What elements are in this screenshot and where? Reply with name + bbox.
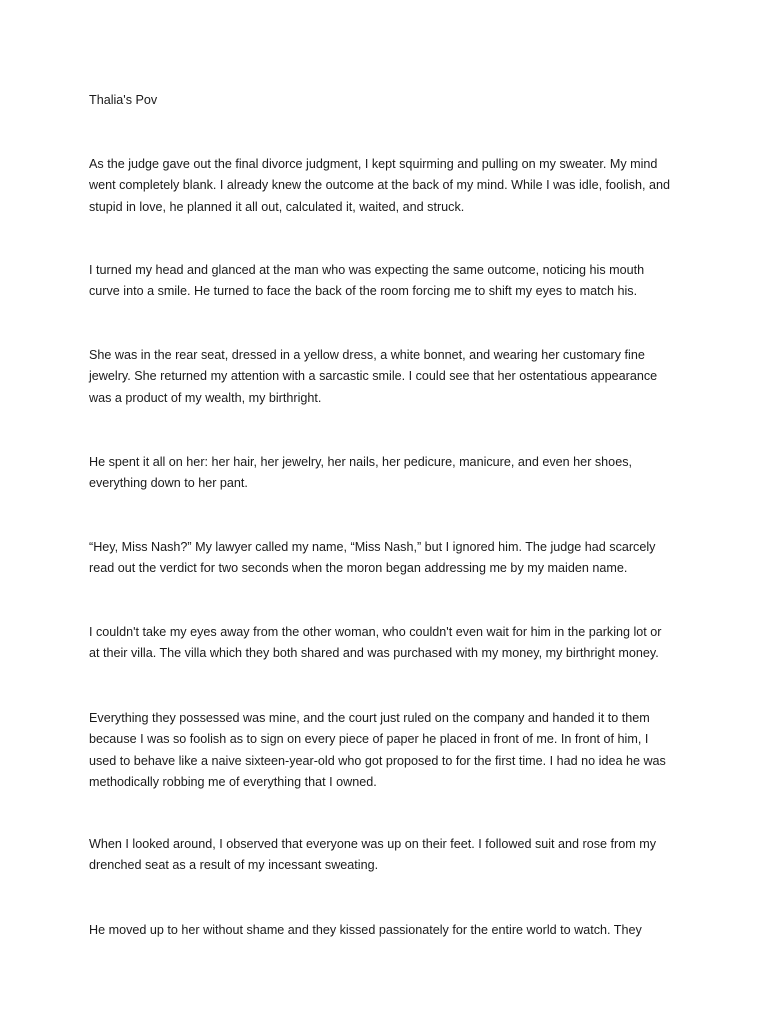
- heading-line: Thalia's Pov: [89, 93, 158, 107]
- paragraph-line: Everything they possessed was mine, and the court just ruled on the company and handed it to them: [89, 711, 650, 725]
- paragraph-line: read out the verdict for two seconds when the moron began addressing me by my maiden name.: [89, 561, 628, 576]
- paragraph-line: When I looked around, I observed that everyone was up on their feet. I followed suit and rose from my: [89, 837, 657, 851]
- pov-heading: [89, 90, 689, 111]
- paragraph-line: went completely blank. I already knew the outcome at the back of my mind. While I was idle, foolish, and: [89, 178, 670, 193]
- paragraph-8: [89, 834, 689, 877]
- paragraph-7: [89, 708, 689, 793]
- paragraph-line: He moved up to her without shame and they kissed passionately for the entire world to watch. They: [89, 923, 642, 937]
- paragraph-line: “Hey, Miss Nash?” My lawyer called my name, “Miss Nash,” but I ignored him. The judge had scarcely: [89, 540, 656, 554]
- paragraph-line: everything down to her pant.: [89, 476, 248, 491]
- paragraph-line: because I was so foolish as to sign on every piece of paper he placed in front of me. In front of him, I: [89, 732, 649, 747]
- paragraph-4: [89, 452, 689, 495]
- paragraph-5: [89, 537, 689, 580]
- paragraph-6: [89, 622, 689, 665]
- paragraph-line: I turned my head and glanced at the man who was expecting the same outcome, noticing his mouth: [89, 263, 645, 277]
- paragraph-line: stupid in love, he planned it all out, calculated it, waited, and struck.: [89, 199, 465, 214]
- paragraph-line: was a product of my wealth, my birthright.: [89, 390, 322, 405]
- paragraph-2: [89, 260, 689, 303]
- paragraph-line: He spent it all on her: her hair, her jewelry, her nails, her pedicure, manicure, and even her shoes,: [89, 455, 632, 469]
- paragraph-line: drenched seat as a result of my incessant sweating.: [89, 858, 379, 873]
- paragraph-line: at their villa. The villa which they both shared and was purchased with my money, my birthright money.: [89, 646, 659, 661]
- paragraph-3: [89, 345, 689, 409]
- paragraph-line: curve into a smile. He turned to face the back of the room forcing me to shift my eyes to match his.: [89, 284, 638, 299]
- paragraph-line: jewelry. She returned my attention with a sarcastic smile. I could see that her ostentatious appearance: [89, 369, 658, 384]
- paragraph-line: She was in the rear seat, dressed in a yellow dress, a white bonnet, and wearing her customary fine: [89, 348, 645, 362]
- paragraph-line: methodically robbing me of everything that I owned.: [89, 774, 377, 789]
- paragraph-line: As the judge gave out the final divorce judgment, I kept squirming and pulling on my sweater. My mind: [89, 157, 658, 171]
- paragraph-line: used to behave like a naive sixteen-year-old who got proposed to for the first time. I had no idea he was: [89, 753, 666, 768]
- paragraph-9: [89, 920, 689, 941]
- paragraph-line: I couldn't take my eyes away from the other woman, who couldn't even wait for him in the parking lot or: [89, 625, 662, 639]
- paragraph-1: [89, 154, 689, 218]
